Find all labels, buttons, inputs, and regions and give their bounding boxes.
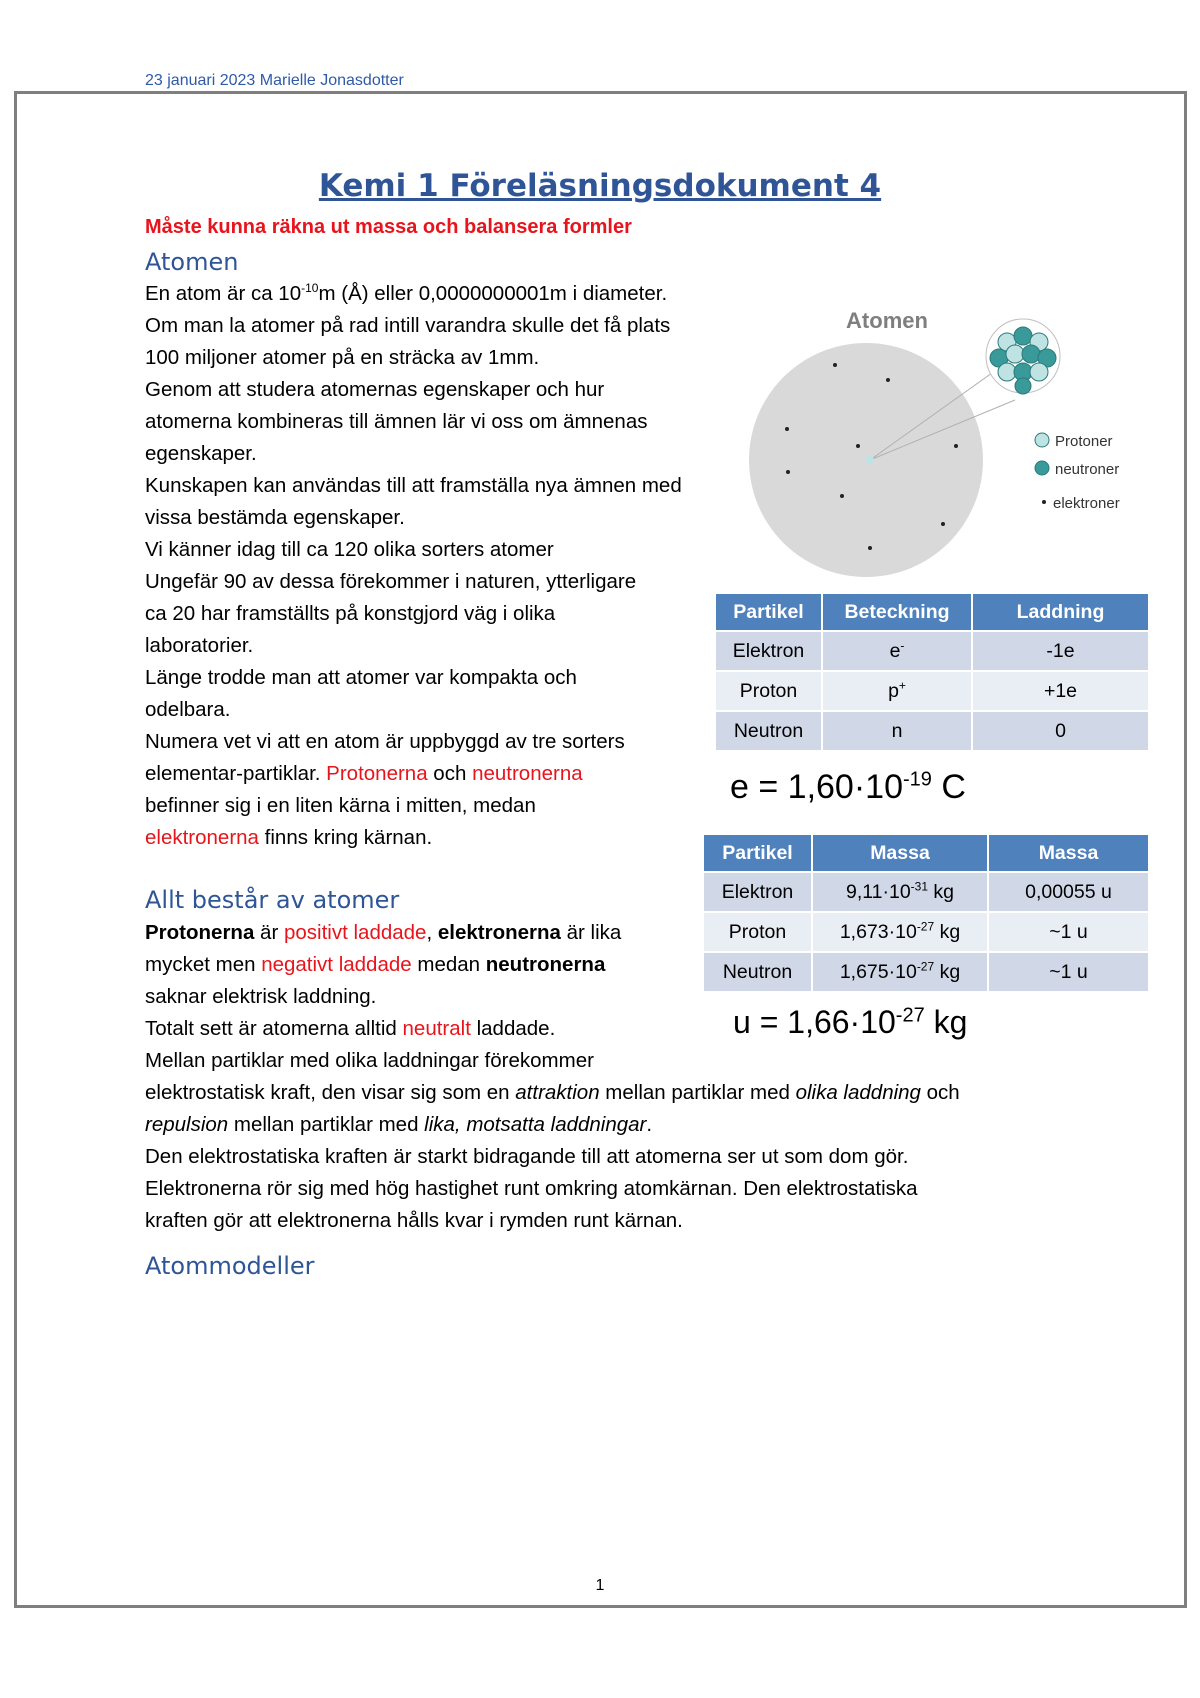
document-header: 23 januari 2023 Marielle Jonasdotter <box>145 72 404 89</box>
proton <box>1030 363 1048 381</box>
column-header: Beteckning <box>823 594 973 630</box>
particle-name: Neutron <box>716 710 823 750</box>
particle-mass-kg: $9,11\cdot 10^{-31}$ kg <box>813 871 989 911</box>
nucleus <box>866 456 874 464</box>
paragraph-line: elementar-partiklar. Protonerna och neutronerna <box>145 762 583 785</box>
subtitle: Måste kunna räkna ut massa och balansera formler <box>145 216 632 238</box>
electron <box>833 363 837 367</box>
legend-neutron-swatch <box>1035 461 1049 475</box>
paragraph-line: mycket men negativt laddade medan neutronerna <box>145 953 606 976</box>
particle-name: Neutron <box>704 951 813 991</box>
paragraph-line: 100 miljoner atomer på en sträcka av 1mm. <box>145 346 540 369</box>
electron <box>856 444 860 448</box>
table-row <box>716 630 1150 670</box>
paragraph-line: elektrostatisk kraft, den visar sig som en attraktion mellan partiklar med olika laddning och <box>145 1081 960 1104</box>
particle-charge: -1e <box>973 630 1150 670</box>
column-header: Partikel <box>716 594 823 630</box>
paragraph-line: laboratorier. <box>145 634 254 657</box>
column-header: Partikel <box>704 835 813 871</box>
table-row <box>704 951 1150 991</box>
particle-name: Elektron <box>716 630 823 670</box>
table-row <box>704 871 1150 911</box>
page-number: 1 <box>595 1577 605 1594</box>
paragraph-line: Länge trodde man att atomer var kompakta och <box>145 666 577 689</box>
charge-table <box>716 594 1150 750</box>
paragraph-line: ca 20 har framställts på konstgjord väg i olika <box>145 602 556 625</box>
paragraph-line: Mellan partiklar med olika laddningar förekommer <box>145 1049 594 1072</box>
paragraph-line: Protonerna är positivt laddade, elektronerna är lika <box>145 921 622 944</box>
paragraph-line: odelbara. <box>145 698 231 721</box>
figure-title: Atomen <box>846 308 928 333</box>
neutron <box>1022 345 1040 363</box>
paragraph-line: En atom är ca $10^{-10}m$ (Å) eller 0,0000000001m i diameter. <box>145 281 668 305</box>
paragraph-line: elektronerna finns kring kärnan. <box>145 826 433 849</box>
particle-mass-kg: $1,675\cdot 10^{-27}$ kg <box>813 951 989 991</box>
column-header: Laddning <box>973 594 1150 630</box>
legend-proton-swatch <box>1035 433 1049 447</box>
paragraph-line: befinner sig i en liten kärna i mitten, medan <box>145 794 536 817</box>
table-row <box>716 710 1150 750</box>
heading-allt-bestar-av-atomer: Allt består av atomer <box>145 886 400 914</box>
legend-protons: Protoner <box>1055 433 1113 450</box>
electron <box>941 522 945 526</box>
formula-elementary-charge: $e = 1,60\cdot 10^{-19}$ C <box>730 768 966 806</box>
neutron <box>1014 327 1032 345</box>
electron <box>954 444 958 448</box>
heading-atommodeller: Atommodeller <box>145 1252 315 1280</box>
paragraph-line: repulsion mellan partiklar med lika, motsatta laddningar. <box>145 1113 653 1136</box>
paragraph-line: Totalt sett är atomerna alltid neutralt laddade. <box>145 1017 556 1040</box>
heading-atomen: Atomen <box>145 248 239 276</box>
atom-diagram <box>745 300 1120 600</box>
particle-mass-u: ~1 u <box>989 911 1150 951</box>
paragraph-line: kraften gör att elektronerna hålls kvar i rymden runt kärnan. <box>145 1209 683 1232</box>
particle-symbol: n <box>823 710 973 750</box>
paragraph-line: Kunskapen kan användas till att framställa nya ämnen med <box>145 474 682 497</box>
page-title: Kemi 1 Föreläsningsdokument 4 <box>318 168 882 204</box>
particle-charge: 0 <box>973 710 1150 750</box>
paragraph-line: Ungefär 90 av dessa förekommer i naturen, ytterligare <box>145 570 637 593</box>
section-atomen-text <box>145 278 705 854</box>
particle-symbol: p+ <box>823 670 973 710</box>
particle-name: Proton <box>704 911 813 951</box>
electron <box>786 470 790 474</box>
paragraph-line: saknar elektrisk laddning. <box>145 985 377 1008</box>
formula-atomic-mass-unit: $u = 1,66\cdot 10^{-27}$ kg <box>733 1004 968 1040</box>
proton <box>998 363 1016 381</box>
paragraph-line: Om man la atomer på rad intill varandra skulle det få plats <box>145 314 671 337</box>
paragraph-line: vissa bestämda egenskaper. <box>145 506 405 529</box>
particle-mass-kg: $1,673\cdot 10^{-27}$ kg <box>813 911 989 951</box>
proton <box>1006 345 1024 363</box>
electron <box>886 378 890 382</box>
particle-mass-u: 0,00055 u <box>989 871 1150 911</box>
particle-symbol: e- <box>823 630 973 670</box>
legend-electron-swatch <box>1042 500 1046 504</box>
paragraph-line: Den elektrostatiska kraften är starkt bidragande till att atomerna ser ut som dom gör. <box>145 1145 909 1168</box>
table-header-row <box>704 835 1150 871</box>
paragraph-line: egenskaper. <box>145 442 257 465</box>
legend <box>1035 433 1120 512</box>
table-header-row <box>716 594 1150 630</box>
electron <box>840 494 844 498</box>
mass-table <box>704 835 1150 991</box>
particle-mass-u: ~1 u <box>989 951 1150 991</box>
legend-neutrons: neutroner <box>1055 461 1120 478</box>
table-row <box>716 670 1150 710</box>
legend-electrons: elektroner <box>1053 495 1120 512</box>
table-row <box>704 911 1150 951</box>
particle-name: Elektron <box>704 871 813 911</box>
paragraph-line: Genom att studera atomernas egenskaper och hur <box>145 378 605 401</box>
paragraph-line: Numera vet vi att en atom är uppbyggd av tre sorters <box>145 730 625 753</box>
electron <box>868 546 872 550</box>
column-header: Massa <box>989 835 1150 871</box>
particle-name: Proton <box>716 670 823 710</box>
column-header: Massa <box>813 835 989 871</box>
electron <box>785 427 789 431</box>
paragraph-line: Vi känner idag till ca 120 olika sorters atomer <box>145 538 554 561</box>
neutron <box>1015 378 1031 394</box>
paragraph-line: atomerna kombineras till ämnen lär vi oss om ämnenas <box>145 410 648 433</box>
paragraph-line: Elektronerna rör sig med hög hastighet runt omkring atomkärnan. Den elektrostatiska <box>145 1177 918 1200</box>
particle-charge: +1e <box>973 670 1150 710</box>
